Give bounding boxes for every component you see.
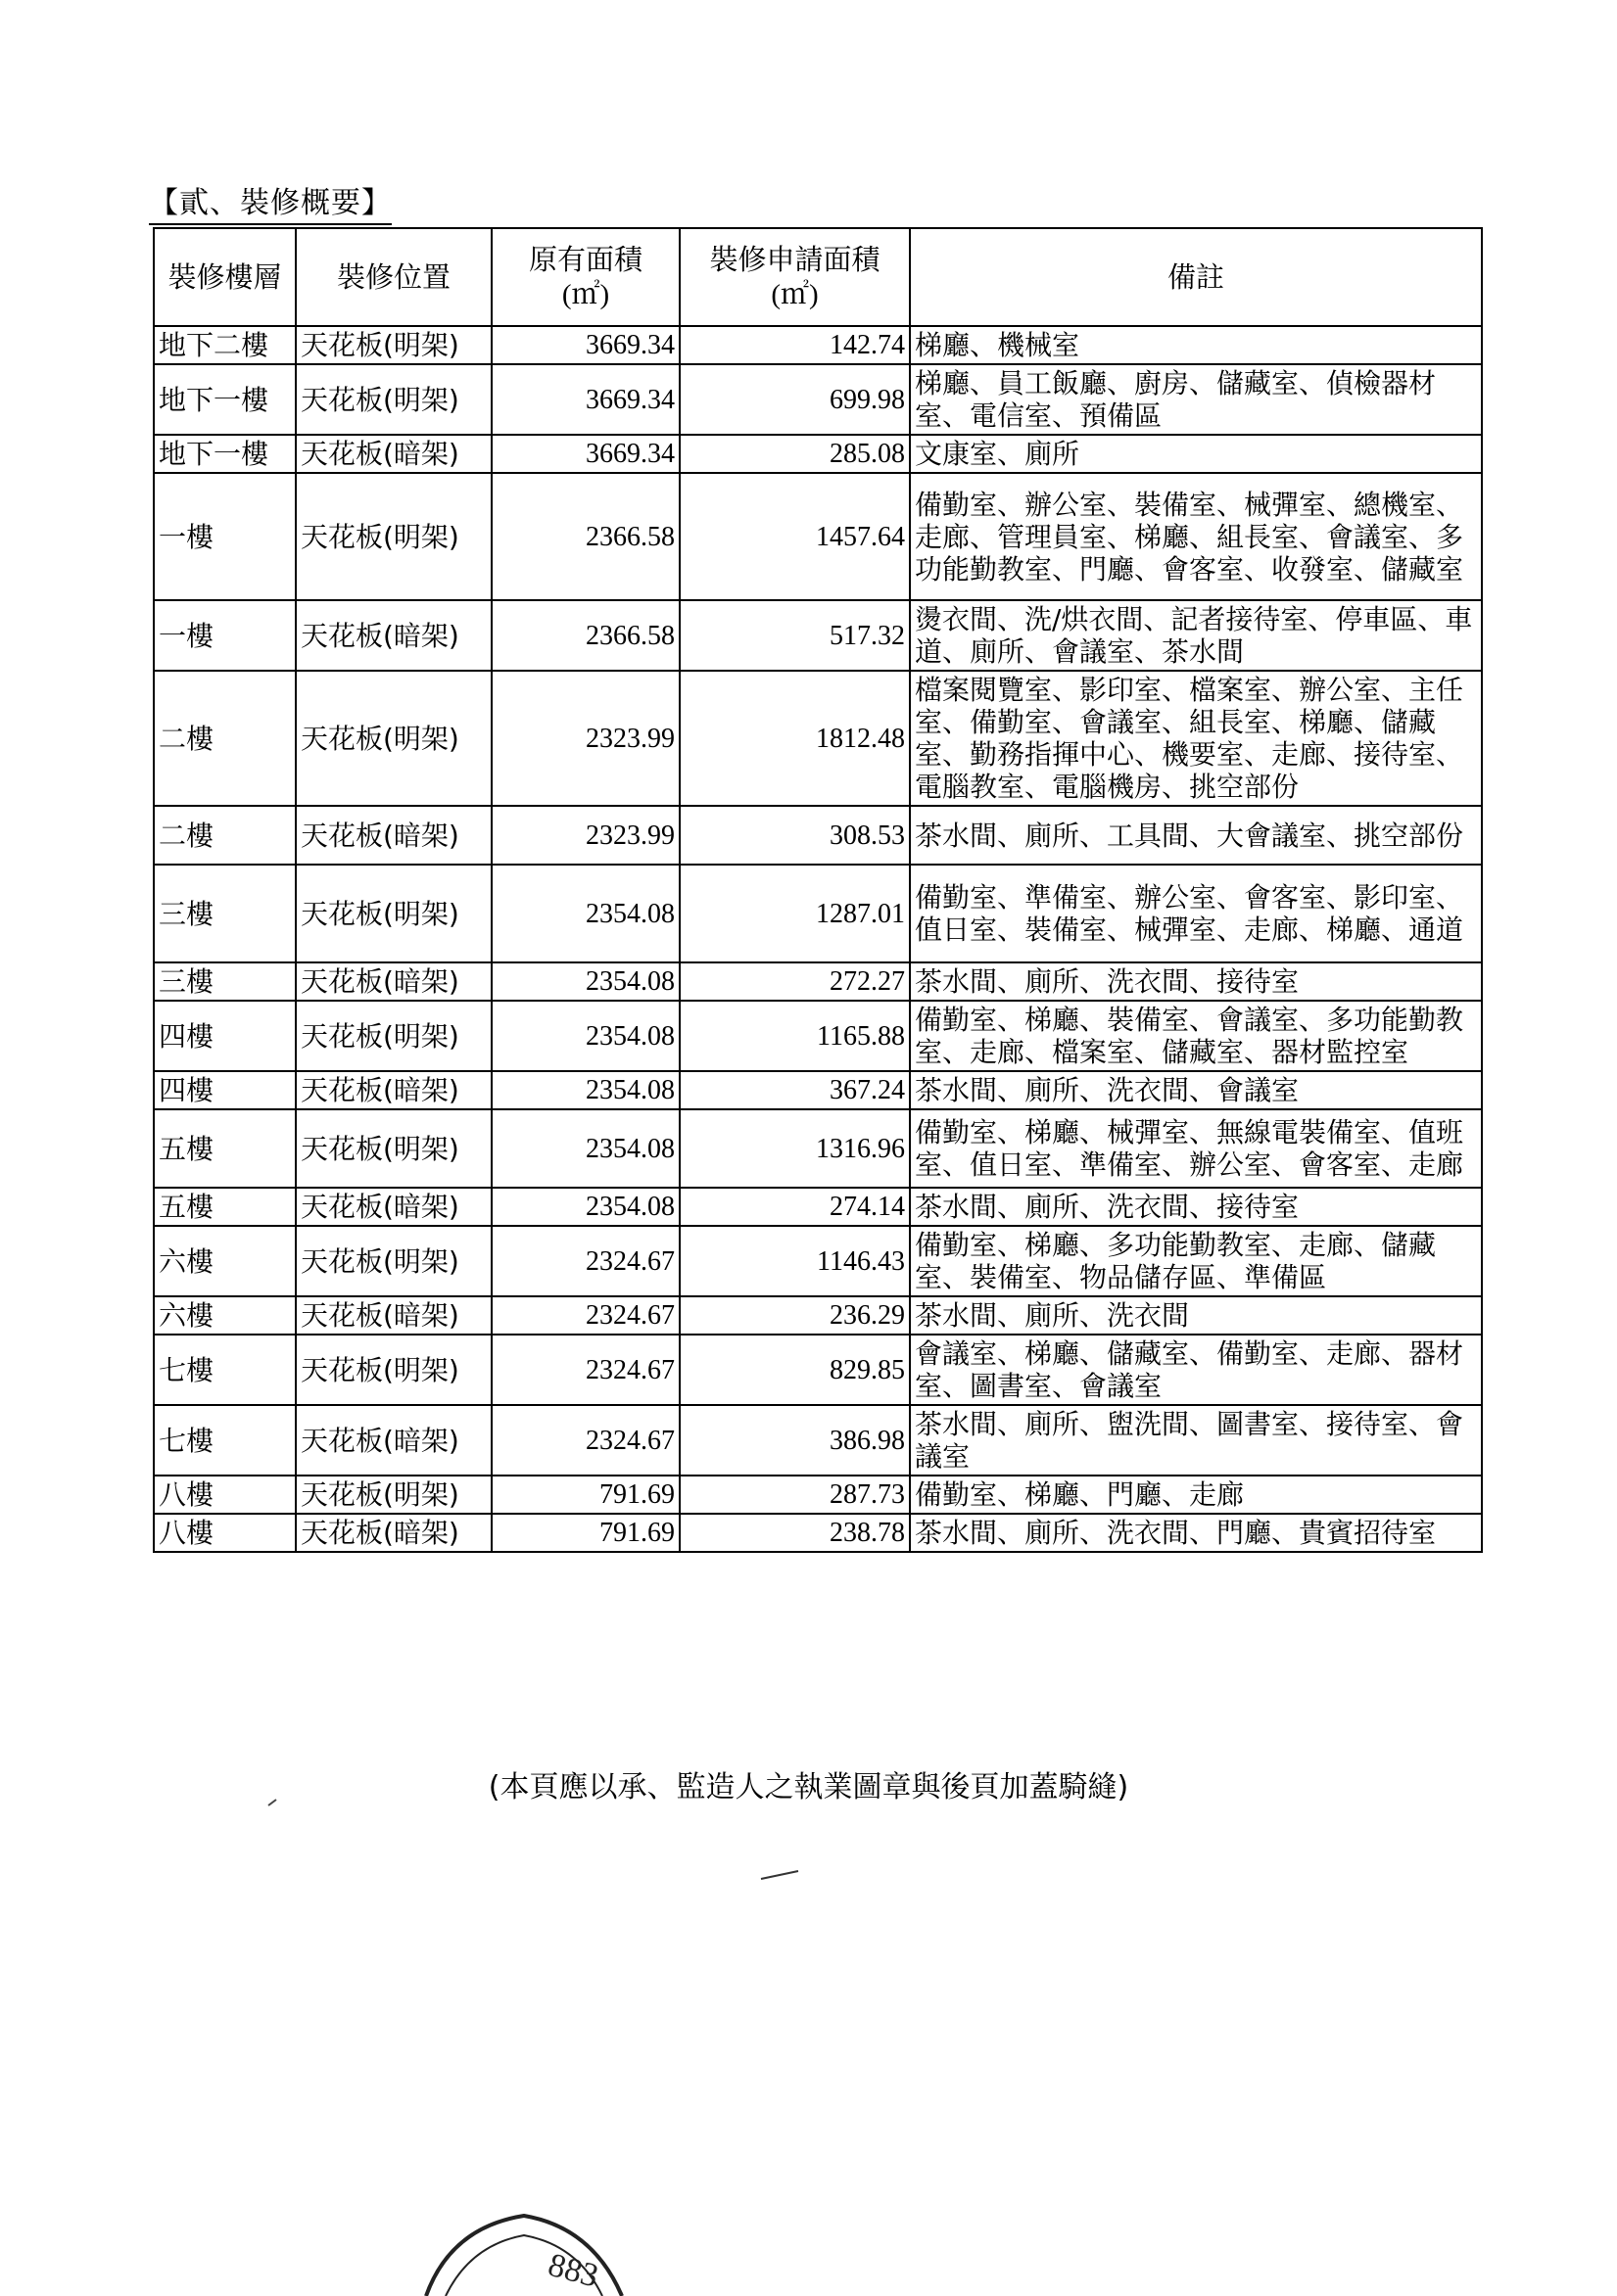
cell-original-area: 2324.67 xyxy=(492,1335,680,1405)
header-original-area-unit: (㎡) xyxy=(561,279,610,310)
cell-original-area: 791.69 xyxy=(492,1476,680,1514)
table-row xyxy=(154,1335,1482,1405)
cell-requested-area: 236.29 xyxy=(680,1296,910,1335)
cell-floor: 一樓 xyxy=(154,473,296,600)
table-row xyxy=(154,865,1482,962)
table-row xyxy=(154,1514,1482,1552)
table-row xyxy=(154,671,1482,806)
cell-requested-area: 238.78 xyxy=(680,1514,910,1552)
cell-requested-area: 1457.64 xyxy=(680,473,910,600)
scan-speck xyxy=(264,1792,284,1811)
cell-note: 茶水間、廁所、洗衣間、會議室 xyxy=(910,1071,1482,1109)
cell-floor: 三樓 xyxy=(154,962,296,1001)
cell-original-area: 3669.34 xyxy=(492,435,680,473)
cell-position: 天花板(暗架) xyxy=(296,962,492,1001)
cell-floor: 八樓 xyxy=(154,1476,296,1514)
header-position: 裝修位置 xyxy=(296,228,492,326)
cell-note: 檔案閱覽室、影印室、檔案室、辦公室、主任室、備勤室、會議室、組長室、梯廳、儲藏室、勤務指揮中心、機要室、走廊、接待室、電腦教室、電腦機房、挑空部份 xyxy=(910,671,1482,806)
cell-note: 茶水間、廁所、洗衣間 xyxy=(910,1296,1482,1335)
cell-original-area: 2354.08 xyxy=(492,1109,680,1188)
header-requested-area xyxy=(680,228,910,326)
cell-original-area: 2366.58 xyxy=(492,600,680,671)
cell-original-area: 2366.58 xyxy=(492,473,680,600)
cell-requested-area: 699.98 xyxy=(680,364,910,435)
cell-note: 茶水間、廁所、洗衣間、接待室 xyxy=(910,1188,1482,1226)
table-row xyxy=(154,1188,1482,1226)
table-row xyxy=(154,1071,1482,1109)
cell-floor: 四樓 xyxy=(154,1001,296,1071)
cell-floor: 八樓 xyxy=(154,1514,296,1552)
cell-note: 備勤室、梯廳、械彈室、無線電裝備室、值班室、值日室、準備室、辦公室、會客室、走廊 xyxy=(910,1109,1482,1188)
cell-position: 天花板(暗架) xyxy=(296,1296,492,1335)
cell-original-area: 2354.08 xyxy=(492,1001,680,1071)
cell-floor: 六樓 xyxy=(154,1226,296,1296)
cell-position: 天花板(明架) xyxy=(296,865,492,962)
cell-note: 文康室、廁所 xyxy=(910,435,1482,473)
cell-original-area: 2354.08 xyxy=(492,865,680,962)
cell-note: 備勤室、梯廳、門廳、走廊 xyxy=(910,1476,1482,1514)
cell-floor: 七樓 xyxy=(154,1335,296,1405)
table-row xyxy=(154,1001,1482,1071)
cell-note: 備勤室、辦公室、裝備室、械彈室、總機室、走廊、管理員室、梯廳、組長室、會議室、多功能勤教室、門廳、會客室、收發室、儲藏室 xyxy=(910,473,1482,600)
cell-position: 天花板(暗架) xyxy=(296,806,492,865)
cell-floor: 二樓 xyxy=(154,671,296,806)
cell-position: 天花板(明架) xyxy=(296,671,492,806)
table-row xyxy=(154,1226,1482,1296)
svg-text:883: 883 xyxy=(544,2246,602,2295)
cell-floor: 五樓 xyxy=(154,1109,296,1188)
cell-floor: 六樓 xyxy=(154,1296,296,1335)
cell-position: 天花板(暗架) xyxy=(296,1405,492,1476)
cell-note: 茶水間、廁所、洗衣間、接待室 xyxy=(910,962,1482,1001)
cell-requested-area: 1316.96 xyxy=(680,1109,910,1188)
cell-position: 天花板(明架) xyxy=(296,1001,492,1071)
cell-original-area: 2354.08 xyxy=(492,1071,680,1109)
scan-mark xyxy=(759,1865,818,1885)
cell-floor: 四樓 xyxy=(154,1071,296,1109)
cell-position: 天花板(暗架) xyxy=(296,435,492,473)
cell-note: 備勤室、準備室、辦公室、會客室、影印室、值日室、裝備室、械彈室、走廊、梯廳、通道 xyxy=(910,865,1482,962)
cell-note: 梯廳、機械室 xyxy=(910,326,1482,364)
cell-floor: 地下一樓 xyxy=(154,364,296,435)
cell-floor: 三樓 xyxy=(154,865,296,962)
footnote: (本頁應以承、監造人之執業圖章與後頁加蓋騎縫) xyxy=(488,1770,1129,1804)
cell-original-area: 2324.67 xyxy=(492,1296,680,1335)
cell-note: 會議室、梯廳、儲藏室、備勤室、走廊、器材室、圖書室、會議室 xyxy=(910,1335,1482,1405)
header-note: 備註 xyxy=(910,228,1482,326)
cell-requested-area: 308.53 xyxy=(680,806,910,865)
cell-requested-area: 367.24 xyxy=(680,1071,910,1109)
cell-position: 天花板(明架) xyxy=(296,1335,492,1405)
cell-original-area: 791.69 xyxy=(492,1514,680,1552)
table-row xyxy=(154,600,1482,671)
table-row xyxy=(154,962,1482,1001)
cell-note: 備勤室、梯廳、多功能勤教室、走廊、儲藏室、裝備室、物品儲存區、準備區 xyxy=(910,1226,1482,1296)
seal-stamp xyxy=(421,2208,627,2296)
table-row xyxy=(154,435,1482,473)
table-header-row xyxy=(154,228,1482,326)
cell-requested-area: 1146.43 xyxy=(680,1226,910,1296)
cell-requested-area: 1165.88 xyxy=(680,1001,910,1071)
cell-floor: 一樓 xyxy=(154,600,296,671)
cell-floor: 地下一樓 xyxy=(154,435,296,473)
table-row xyxy=(154,326,1482,364)
cell-note: 茶水間、廁所、洗衣間、門廳、貴賓招待室 xyxy=(910,1514,1482,1552)
cell-original-area: 3669.34 xyxy=(492,364,680,435)
cell-requested-area: 386.98 xyxy=(680,1405,910,1476)
cell-floor: 七樓 xyxy=(154,1405,296,1476)
cell-note: 備勤室、梯廳、裝備室、會議室、多功能勤教室、走廊、檔案室、儲藏室、器材監控室 xyxy=(910,1001,1482,1071)
renovation-summary-table xyxy=(153,227,1483,1553)
cell-note: 茶水間、廁所、工具間、大會議室、挑空部份 xyxy=(910,806,1482,865)
table-row xyxy=(154,1296,1482,1335)
cell-requested-area: 1812.48 xyxy=(680,671,910,806)
cell-note: 梯廳、員工飯廳、廚房、儲藏室、偵檢器材室、電信室、預備區 xyxy=(910,364,1482,435)
cell-requested-area: 272.27 xyxy=(680,962,910,1001)
cell-original-area: 2324.67 xyxy=(492,1405,680,1476)
table-row xyxy=(154,806,1482,865)
cell-floor: 五樓 xyxy=(154,1188,296,1226)
cell-requested-area: 274.14 xyxy=(680,1188,910,1226)
cell-note: 茶水間、廁所、盥洗間、圖書室、接待室、會議室 xyxy=(910,1405,1482,1476)
cell-requested-area: 829.85 xyxy=(680,1335,910,1405)
cell-position: 天花板(暗架) xyxy=(296,600,492,671)
cell-floor: 二樓 xyxy=(154,806,296,865)
cell-requested-area: 285.08 xyxy=(680,435,910,473)
cell-requested-area: 142.74 xyxy=(680,326,910,364)
table-row xyxy=(154,1109,1482,1188)
header-requested-area-label: 裝修申請面積 xyxy=(709,243,880,276)
cell-position: 天花板(明架) xyxy=(296,1476,492,1514)
header-original-area xyxy=(492,228,680,326)
cell-original-area: 3669.34 xyxy=(492,326,680,364)
cell-requested-area: 287.73 xyxy=(680,1476,910,1514)
table-row xyxy=(154,473,1482,600)
cell-original-area: 2323.99 xyxy=(492,671,680,806)
table-row xyxy=(154,1405,1482,1476)
cell-floor: 地下二樓 xyxy=(154,326,296,364)
cell-position: 天花板(暗架) xyxy=(296,1514,492,1552)
header-original-area-label: 原有面積 xyxy=(528,243,642,276)
header-floor: 裝修樓層 xyxy=(154,228,296,326)
cell-position: 天花板(明架) xyxy=(296,326,492,364)
cell-note: 燙衣間、洗/烘衣間、記者接待室、停車區、車道、廁所、會議室、茶水間 xyxy=(910,600,1482,671)
cell-original-area: 2354.08 xyxy=(492,962,680,1001)
table-row xyxy=(154,364,1482,435)
cell-original-area: 2323.99 xyxy=(492,806,680,865)
cell-requested-area: 1287.01 xyxy=(680,865,910,962)
header-requested-area-unit: (㎡) xyxy=(771,279,819,310)
cell-requested-area: 517.32 xyxy=(680,600,910,671)
table-row xyxy=(154,1476,1482,1514)
cell-position: 天花板(明架) xyxy=(296,473,492,600)
cell-position: 天花板(明架) xyxy=(296,364,492,435)
cell-position: 天花板(暗架) xyxy=(296,1188,492,1226)
cell-position: 天花板(明架) xyxy=(296,1226,492,1296)
cell-original-area: 2324.67 xyxy=(492,1226,680,1296)
cell-position: 天花板(明架) xyxy=(296,1109,492,1188)
cell-original-area: 2354.08 xyxy=(492,1188,680,1226)
table-body xyxy=(154,326,1482,1552)
section-title: 【貳、裝修概要】 xyxy=(149,186,392,225)
cell-position: 天花板(暗架) xyxy=(296,1071,492,1109)
